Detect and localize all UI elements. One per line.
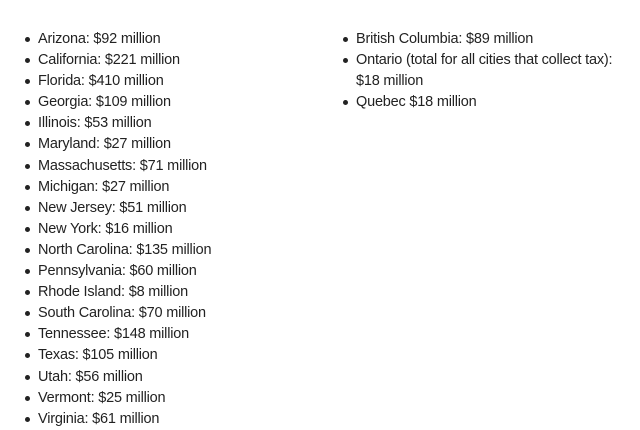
- list-item-label: Michigan: $27 million: [38, 178, 170, 195]
- bullet-icon: [25, 37, 30, 42]
- list-item-label: Arizona: $92 million: [38, 31, 161, 47]
- list-item: [22, 50, 322, 71]
- bullet-icon: [25, 353, 30, 358]
- us-states-tax-list: [22, 29, 322, 430]
- list-item-label: California: $221 million: [38, 52, 180, 69]
- bullet-icon: [25, 227, 30, 232]
- list-item: [22, 177, 322, 198]
- list-item: [22, 303, 322, 324]
- bullet-icon: [25, 185, 30, 190]
- list-item: [22, 388, 322, 409]
- bullet-icon: [25, 311, 30, 316]
- list-item-label: Illinois: $53 million: [38, 115, 152, 132]
- list-item-label: Utah: $56 million: [38, 368, 143, 385]
- bullet-icon: [25, 248, 30, 253]
- bullet-icon: [25, 269, 30, 274]
- bullet-icon: [25, 142, 30, 147]
- list-item-label: Pennsylvania: $60 million: [38, 263, 197, 280]
- bullet-icon: [25, 417, 30, 422]
- bullet-icon: [25, 396, 30, 401]
- list-item: [22, 29, 322, 50]
- list-item-label: Massachusetts: $71 million: [38, 157, 207, 174]
- list-item-label: Rhode Island: $8 million: [38, 284, 188, 301]
- list-item: [22, 71, 322, 92]
- list-item: [22, 134, 322, 155]
- bullet-icon: [25, 121, 30, 126]
- list-item: [22, 219, 322, 240]
- list-item: [22, 198, 322, 219]
- list-item-label: Florida: $410 million: [38, 73, 164, 90]
- bullet-icon: [25, 58, 30, 63]
- list-item-label: Virginia: $61 million: [38, 410, 160, 427]
- list-item-label: Texas: $105 million: [38, 347, 158, 364]
- list-item: [22, 261, 322, 282]
- list-item: [340, 92, 630, 113]
- list-item: [340, 50, 630, 92]
- bullet-icon: [25, 206, 30, 211]
- bullet-icon: [343, 37, 348, 42]
- bullet-icon: [25, 164, 30, 169]
- list-item: [22, 156, 322, 177]
- list-item: [22, 324, 322, 345]
- list-item: [22, 409, 322, 430]
- canada-provinces-tax-list: [340, 29, 630, 113]
- list-item-label: New York: $16 million: [38, 220, 173, 237]
- list-item-label: Georgia: $109 million: [38, 94, 171, 111]
- list-item-label: North Carolina: $135 million: [38, 241, 212, 258]
- list-item: [22, 92, 322, 113]
- list-item-label: New Jersey: $51 million: [38, 199, 187, 216]
- list-item: [22, 367, 322, 388]
- list-item-label: Tennessee: $148 million: [38, 326, 189, 343]
- bullet-icon: [25, 100, 30, 105]
- bullet-icon: [25, 375, 30, 380]
- bullet-icon: [25, 79, 30, 84]
- list-item-label: Quebec $18 million: [356, 94, 477, 111]
- list-item: [340, 29, 630, 50]
- list-item-label: Ontario (total for all cities that collect tax): $18 million: [356, 52, 613, 90]
- list-item-label: Vermont: $25 million: [38, 389, 166, 406]
- list-item: [22, 345, 322, 366]
- list-item: [22, 240, 322, 261]
- bullet-icon: [25, 332, 30, 337]
- list-item: [22, 282, 322, 303]
- bullet-icon: [25, 290, 30, 295]
- list-item-label: Maryland: $27 million: [38, 136, 171, 153]
- bullet-icon: [343, 58, 348, 63]
- bullet-icon: [343, 100, 348, 105]
- list-item-label: South Carolina: $70 million: [38, 305, 206, 322]
- list-item-label: British Columbia: $89 million: [356, 31, 534, 47]
- list-item: [22, 113, 322, 134]
